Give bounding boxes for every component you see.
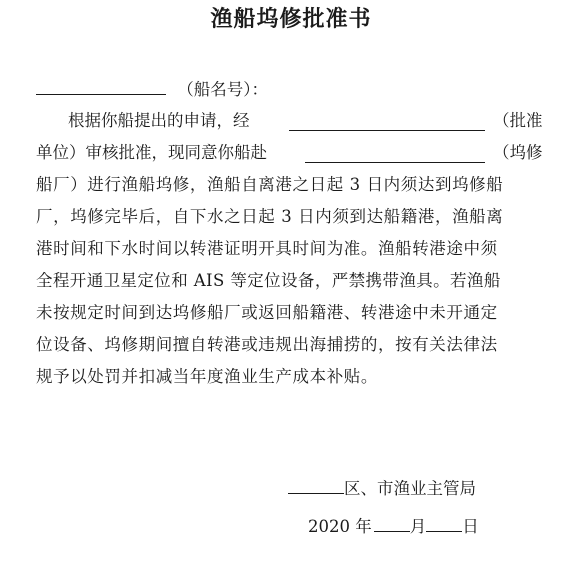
body-line-8-text: 位设备、坞修期间擅自转港或违规出海捕捞的，按有关法律法 [36, 335, 498, 354]
body-line-3 [36, 169, 546, 201]
body-line-3-text: 船厂）进行渔船坞修，渔船自离港之日起 3 日内须达到坞修船 [36, 175, 504, 194]
district-blank[interactable] [288, 471, 344, 494]
body-line-2 [0, 137, 582, 169]
approving-unit-blank[interactable] [289, 108, 485, 131]
body-line-6 [36, 265, 546, 297]
day-blank[interactable] [426, 509, 462, 532]
body-line-7 [36, 297, 546, 329]
body-line-4 [36, 201, 546, 233]
page-title: 渔船坞修批准书 [210, 7, 372, 32]
shipyard-blank[interactable] [305, 140, 485, 163]
body-line-7-text: 未按规定时间到达坞修船厂或返回船籍港、转港途中未开通定 [36, 303, 498, 322]
body-line-2-text-a: 单位）审核批准，现同意你船赴 [36, 143, 267, 162]
addressee-line [36, 72, 582, 104]
authority-suffix: 区、市渔业主管局 [344, 479, 476, 498]
body-line-9-text: 规予以处罚并扣减当年度渔业生产成本补贴。 [36, 367, 378, 386]
date-line [308, 509, 479, 541]
date-day-unit: 日 [462, 517, 479, 536]
date-month-unit: 月 [409, 517, 427, 536]
vessel-name-blank[interactable] [36, 72, 166, 95]
body-line-5 [36, 233, 546, 265]
authority-line [288, 471, 476, 503]
body-line-2-text-b: （坞修 [493, 143, 543, 162]
body-line-8 [36, 329, 546, 361]
body-line-9 [36, 361, 556, 393]
addressee-suffix: （船名号）： [177, 80, 268, 99]
body-line-1-text-a: 根据你船提出的申请，经 [68, 111, 250, 130]
body-line-5-text: 港时间和下水时间以转港证明开具时间为准。渔船转港途中须 [36, 239, 498, 258]
body-line-1 [0, 105, 582, 137]
body-line-4-text: 厂，坞修完毕后，自下水之日起 3 日内须到达船籍港，渔船离 [36, 207, 504, 226]
date-year: 2020 年 [308, 517, 372, 536]
body-line-1-text-b: （批准 [493, 111, 543, 130]
month-blank[interactable] [374, 509, 410, 532]
body-line-6-text: 全程开通卫星定位和 AIS 等定位设备，严禁携带渔具。若渔船 [36, 271, 501, 290]
